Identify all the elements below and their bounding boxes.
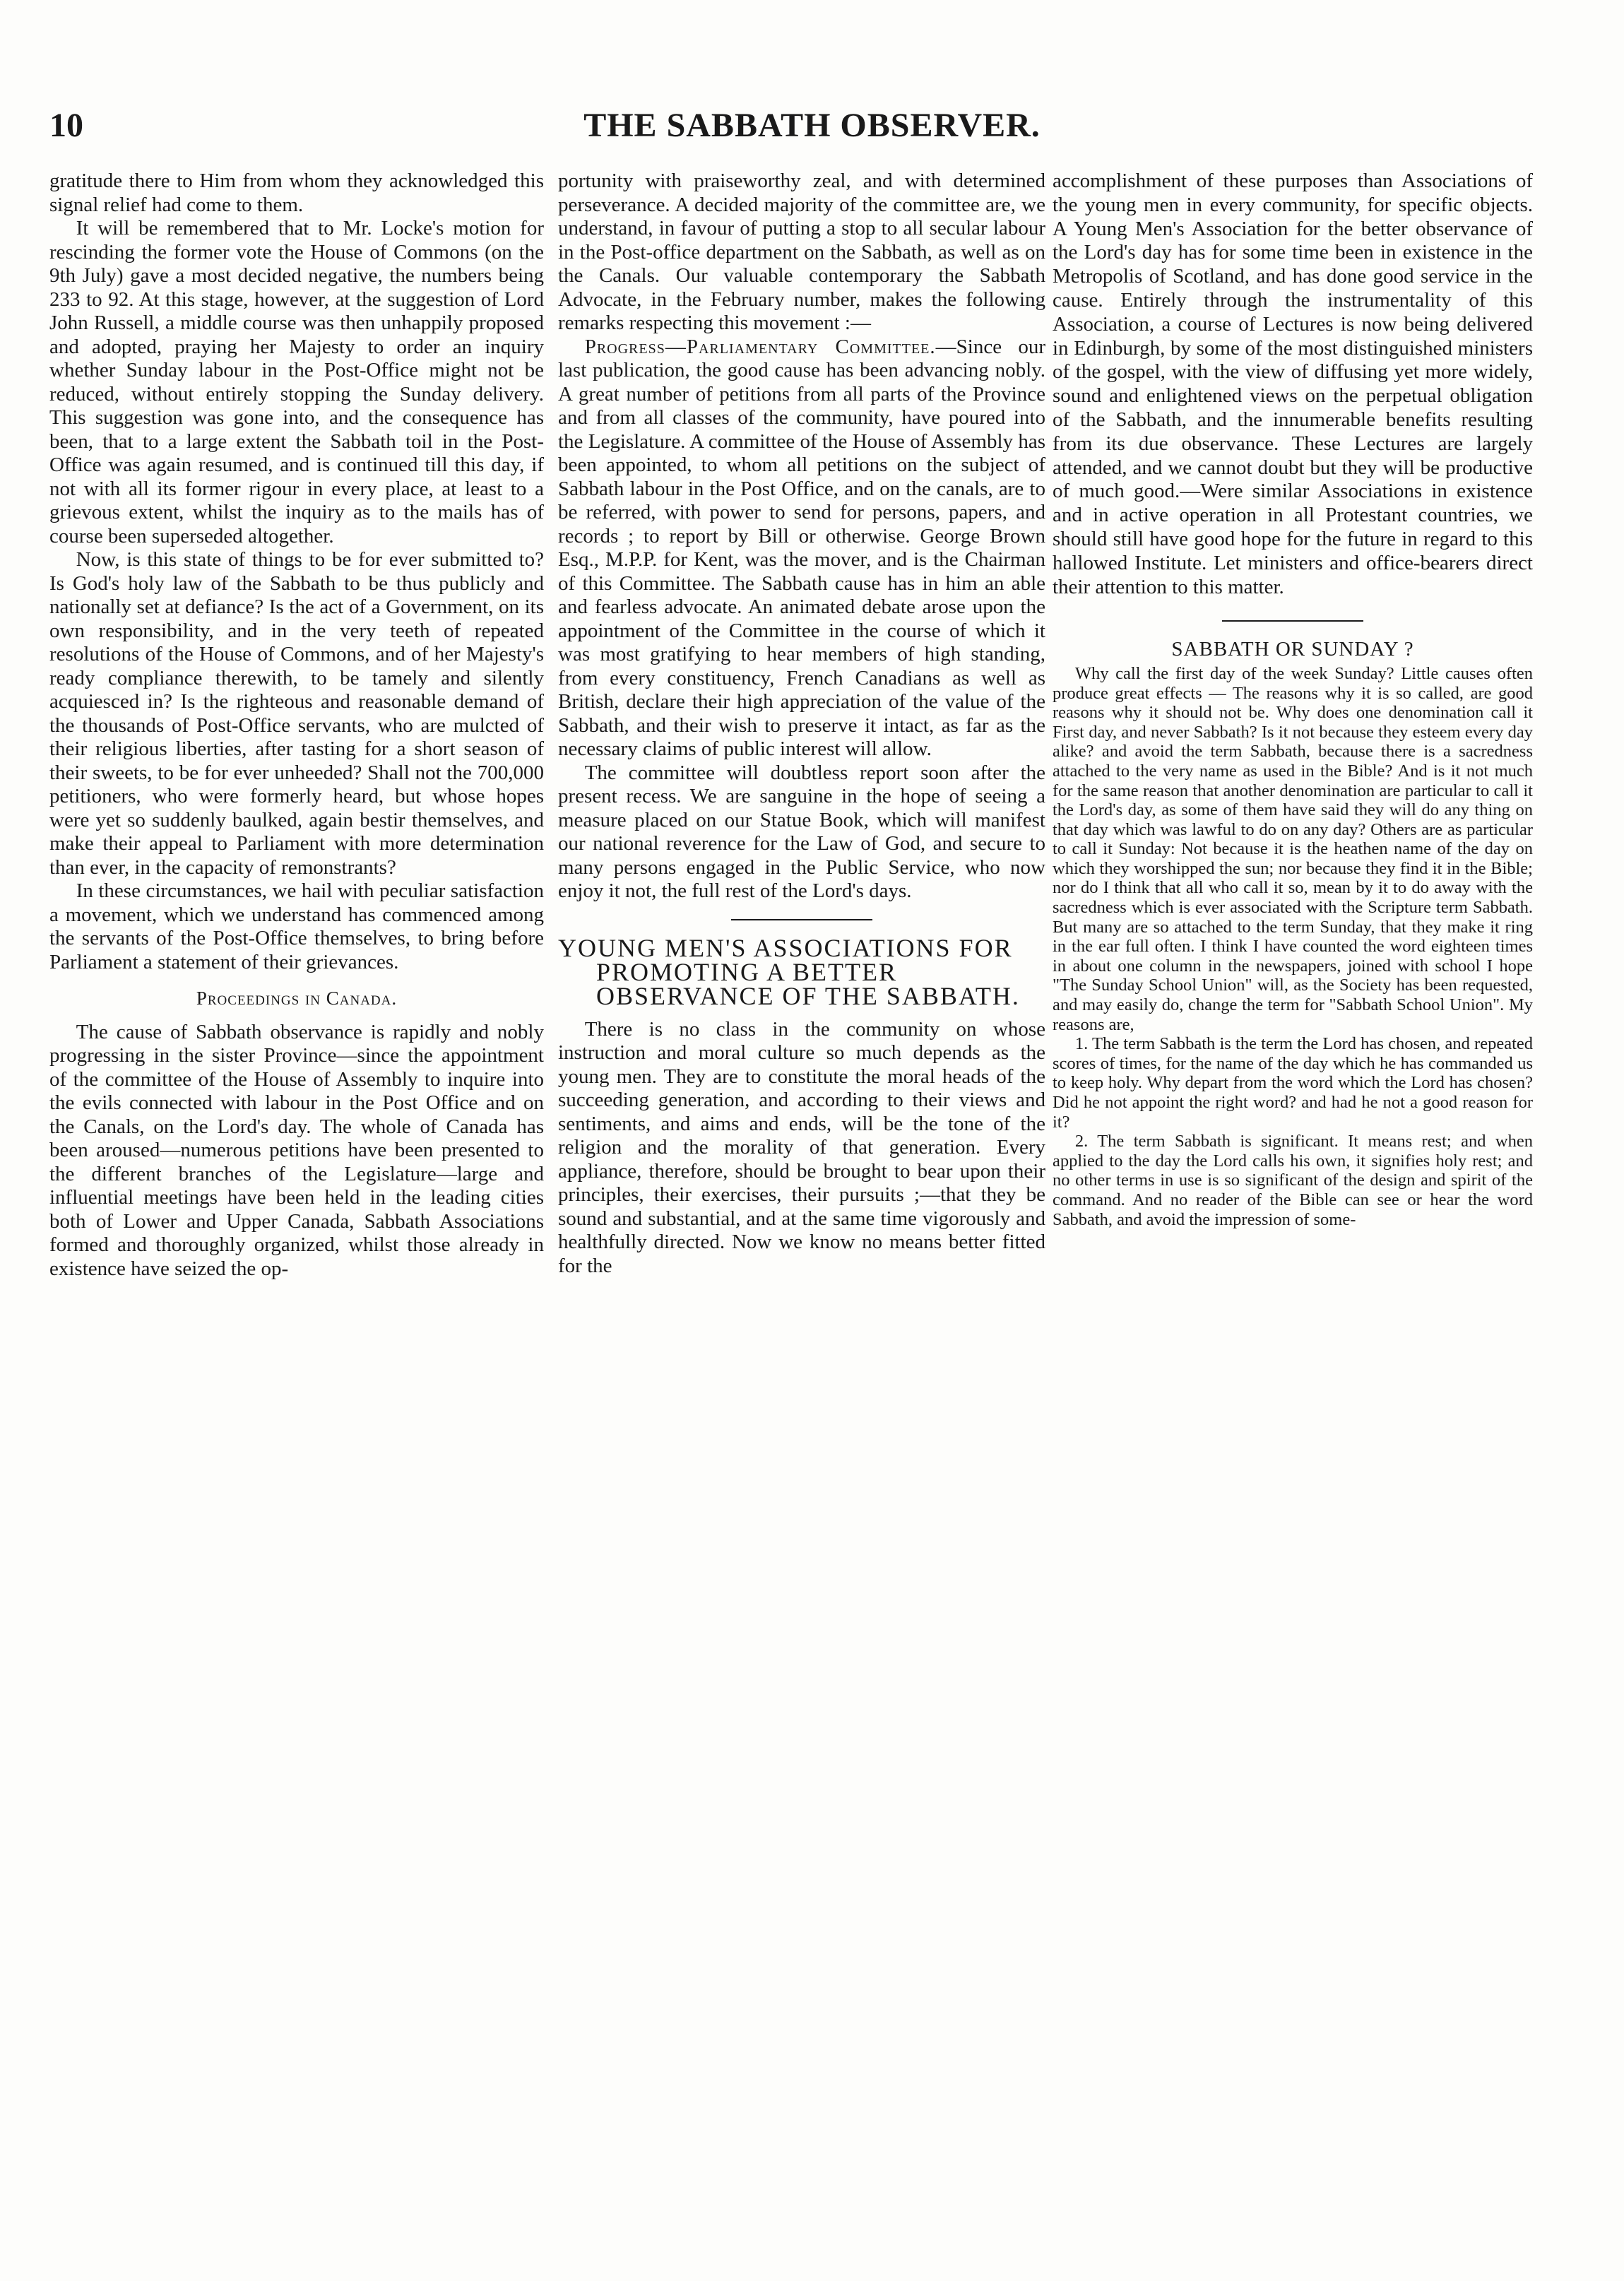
col2-paragraph-3: The committee will doubtless report soon after the present recess. We are sanguine in the hope of seeing a measure placed on our Statue Book, which will manifest our national reverence for the Law of God, and secure to many persons engaged in the Public Service, who now enjoy it not, the full rest of the Lord's days. xyxy=(558,761,1045,902)
col2-paragraph-2-text: —Since our last publication, the good cause has been advancing nobly. A great number of petitions from all parts of the Province and from all classes of the community, have poured into the Legislature. A committee of the House of Assembly has been appointed, to whom all petitions on the subject of Sabbath labour in the Post Office, and on the canals, are to be referred, with power to send for persons, papers, and records ; to report by Bill or otherwise. George Brown Esq., M.P.P. for Kent, was the mover, and is the Chairman of this Committee. The Sabbath cause has in him an able and fearless advocate. An animated debate arose upon the appointment of the Committee in the course of which it was most gratifying to hear members of high standing, from every constituency, French Canadians as well as British, declare their high appreciation of the value of the Sabbath, and their wish to preserve it intact, as far as the necessary claims of public interest will allow. xyxy=(558,335,1045,760)
journal-title: THE SABBATH OBSERVER. xyxy=(583,107,1041,144)
sabbath-or-sunday-heading: SABBATH OR SUNDAY ? xyxy=(1171,638,1414,661)
col3-paragraph-2: Why call the first day of the week Sunday? Little causes often produce great effects — The reasons why it is so called, are good reasons why it should not be. Why does one denomination call it First day, and never Sabbath? Is it not because they esteem every day alike? and avoid the term Sabbath, because there is a sacredness attached to the very name as used in the Bible? And is it not much for the same reason that another denomination are particular to call it the Lord's day, as some of them have said they will do any thing on that day which was lawful to do on any day? Others are as particular to call it Sunday: Not because it is the heathen name of the day on which they worshipped the sun; nor because they find it in the Bible; nor do I think that all who call it so, mean by it to do away with the sacredness which is ever associated with the Scripture term Sabbath. But many are so attached to the term Sunday, that they make it ring in the ear full often. I think I have counted the word eighteen times in about one column in the newspapers, joined with school I hope "The Sunday School Union" will, as the Society has been requested, and may easily do, change the term for "Sabbath School Union". My reasons are, xyxy=(1053,663,1533,1034)
column-3 xyxy=(1053,170,1533,1229)
young-mens-associations-title: YOUNG MEN'S ASSOCIATIONS FOR PROMOTING A BETTER OBSERVANCE OF THE SABBATH. xyxy=(558,933,1020,1010)
section-rule xyxy=(731,919,872,920)
col1-paragraph-3: Now, is this state of things to be for ever submitted to? Is God's holy law of the Sabbath to be thus publicly and nationally set at defiance? Is the act of a Government, on its own responsibility, and in the very teeth of repeated resolutions of the House of Commons, and of her Majesty's ready compliance therewith, to be tamely and silently acquiesced in? Is the righteous and reasonable demand of the thousands of Post-Office servants, who are mulcted of their religious liberties, after tasting for a short season of their sweets, to be for ever unheeded? Shall not the 700,000 petitioners, who were formerly heard, but whose hopes were yet so suddenly baulked, again bestir themselves, and make their appeal to Parliament with more determination than ever, in the capacity of remonstrants? xyxy=(49,548,544,879)
canada-heading: Proceedings in Canada. xyxy=(196,988,398,1009)
col2-paragraph-2 xyxy=(558,336,1045,762)
col1-paragraph-2: It will be remembered that to Mr. Locke's motion for rescinding the former vote the House of Commons (on the 9th July) gave a most decided negative, the numbers being 233 to 92. At this stage, however, at the suggestion of Lord John Russell, a middle course was then unhappily proposed and adopted, praying her Majesty to order an inquiry whether Sunday labour in the Post-Office might not be reduced, without entirely stopping the Sunday delivery. This suggestion was gone into, and the consequence has been, that to a large extent the Sabbath toil in the Post-Office was again resumed, and is continued till this day, if not with all its former rigour in every place, at least to a grievous extent, whilst the inquiry as to the mails has of course been superseded altogether. xyxy=(49,217,544,547)
committee-lead: Progress—Parliamentary Committee. xyxy=(584,335,936,358)
col1-paragraph-5: The cause of Sabbath observance is rapidly and nobly progressing in the sister Province—since the appointment of the committee of the House of Assembly to inquire into the evils connected with labour in the Post Office and on the Canals, on the Lord's day. The whole of Canada has been aroused—numerous petitions have been presented to the different branches of the Legislature—large and influential meetings have been held in the leading cities both of Lower and Upper Canada, Sabbath Associations formed and thoroughly organized, whilst those already in existence have seized the op- xyxy=(49,1020,544,1280)
col2-paragraph-1: portunity with praiseworthy zeal, and with determined perseverance. A decided majority of the committee are, we understand, in favour of putting a stop to all secular labour in the Post-office department on the Sabbath, as well as on the Canals. Our valuable contemporary the Sabbath Advocate, in the February number, makes the following remarks respecting this movement :— xyxy=(558,170,1045,334)
col1-paragraph-1: gratitude there to Him from whom they acknowledged this signal relief had come to them. xyxy=(49,170,544,216)
col3-paragraph-1: accomplishment of these purposes than Associations of the young men in every community, for specific objects. A Young Men's Association for the better observance of the Lord's day has for some time been in existence in the Metropolis of Scotland, and has done good service in the cause. Entirely through the instrumentality of this Association, a course of Lectures is now being delivered in Edinburgh, by some of the most distinguished ministers of the gospel, with the view of diffusing yet more widely, sound and enlightened views on the perpetual obligation of the Sabbath, and the innumerable benefits resulting from its due observance. These Lectures are largely attended, and we cannot doubt but they will be productive of much good.—Were similar Associations in existence and in active operation in all Protestant countries, we should still have good hope for the future in regard to this hallowed Institute. Let ministers and office-bearers direct their attention to this matter. xyxy=(1053,170,1533,598)
col3-paragraph-3: 1. The term Sabbath is the term the Lord has chosen, and repeated scores of times, for the name of the day which he has commanded us to keep holy. Why depart from the word which the Lord has chosen? Did he not appoint the right word? and had he not a good reason for it? xyxy=(1053,1034,1533,1132)
section-rule xyxy=(1222,620,1363,622)
col3-paragraph-4: 2. The term Sabbath is significant. It means rest; and when applied to the day the Lord calls his own, it signifies holy rest; and no other terms in use is so significant of the design and spirit of the command. And no reader of the Bible can see or hear the word Sabbath, and avoid the impression of some- xyxy=(1053,1132,1533,1229)
col2-paragraph-4: There is no class in the community on whose instruction and moral culture so much depends as the young men. They are to constitute the moral heads of the succeeding generation, and according to their views and sentiments, and aims and ends, will be the tone of the religion and the morality of that generation. Every appliance, therefore, should be brought to bear upon their principles, their exercises, their pursuits ;—that they be sound and substantial, and at the same time vigorously and healthfully directed. Now we know no means better fitted for the xyxy=(558,1017,1045,1277)
col1-paragraph-4: In these circumstances, we hail with peculiar satisfaction a movement, which we understand has commenced among the servants of the Post-Office themselves, to bring before Parliament a statement of their grievances. xyxy=(49,879,544,973)
page-number: 10 xyxy=(49,107,83,144)
running-head xyxy=(49,106,1575,148)
column-2 xyxy=(558,170,1045,1278)
column-1 xyxy=(49,170,544,1281)
